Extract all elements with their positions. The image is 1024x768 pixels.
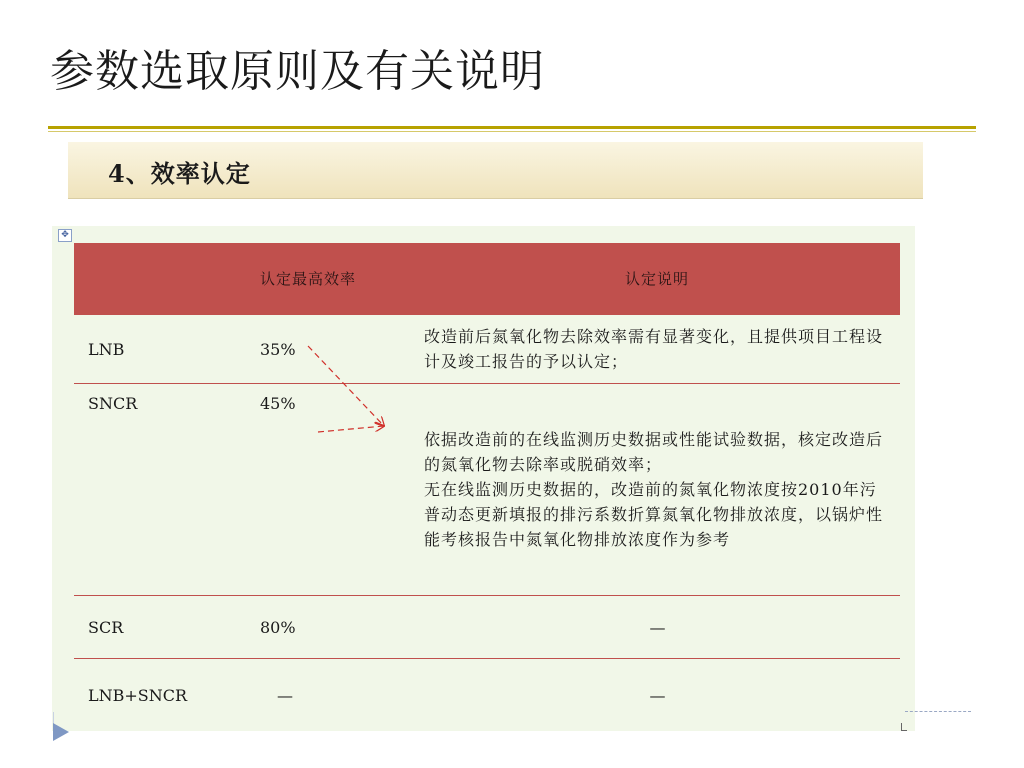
section-banner xyxy=(68,142,923,198)
table-header-cell: 认定最高效率 xyxy=(259,243,414,315)
play-triangle-icon xyxy=(53,723,69,741)
notes-cell xyxy=(414,315,900,384)
technology-cell: LNB+SNCR xyxy=(74,659,259,732)
efficiency-table xyxy=(74,243,900,731)
table-row xyxy=(74,596,900,659)
efficiency-cell: — xyxy=(259,659,414,732)
efficiency-cell: 80% xyxy=(259,596,414,659)
table-header-cell: 认定说明 xyxy=(414,243,900,315)
efficiency-cell: 45% xyxy=(259,384,414,596)
table-row xyxy=(74,659,900,732)
corner-mark xyxy=(901,723,907,731)
technology-cell: SCR xyxy=(74,596,259,659)
title-underline-thin xyxy=(48,131,976,132)
notes-cell xyxy=(414,384,900,596)
note-text: 依据改造前的在线监测历史数据或性能试验数据，核定改造后的氮氧化物去除率或脱硝效率； xyxy=(424,430,884,474)
efficiency-cell: 35% xyxy=(259,315,414,384)
notes-cell: — xyxy=(414,596,900,659)
technology-cell: LNB xyxy=(74,315,259,384)
table-row xyxy=(74,384,900,596)
title-underline xyxy=(48,126,976,129)
note-text: 改造前后氮氧化物去除效率需有显著变化，且提供项目工程设计及竣工报告的予以认定； xyxy=(424,327,884,371)
slide-title: 参数选取原则及有关说明 xyxy=(50,46,545,97)
table-row xyxy=(74,315,900,384)
notes-cell: — xyxy=(414,659,900,732)
technology-cell: SNCR xyxy=(74,384,259,596)
table-header-row xyxy=(74,243,900,315)
section-heading: 4、效率认定 xyxy=(108,159,251,188)
footer-dashed-line xyxy=(905,711,971,712)
note-text: 无在线监测历史数据的，改造前的氮氧化物浓度按2010年污普动态更新填报的排污系数折算氮氧化物排放浓度，以锅炉性能考核报告中氮氧化物排放浓度作为参考 xyxy=(424,480,884,549)
table-header-cell xyxy=(74,243,259,315)
table-move-handle-icon[interactable]: ✥ xyxy=(58,229,72,242)
